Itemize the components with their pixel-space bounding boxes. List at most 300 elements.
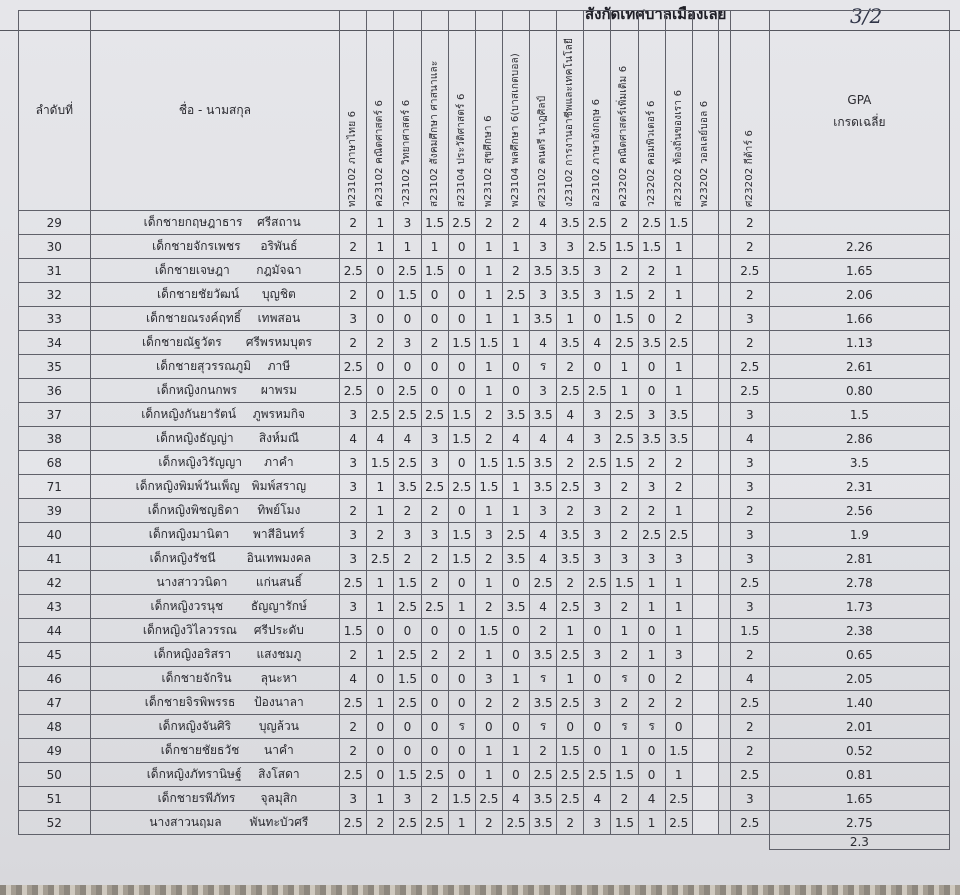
gpa-cell: 2.31 xyxy=(769,475,949,499)
student-last-name: ธัญญารักษ์ xyxy=(250,599,307,613)
student-name xyxy=(90,499,340,523)
subject-header: ศ23102 ดนตรี นาฏศิลป์ xyxy=(530,11,557,211)
grade-cell: 1 xyxy=(557,667,584,691)
grade-cell: 1.5 xyxy=(448,427,475,451)
grade-cell: 0 xyxy=(448,499,475,523)
grade-cell: 0 xyxy=(502,355,529,379)
grade-cell: 1.5 xyxy=(611,451,638,475)
student-number: 37 xyxy=(19,403,91,427)
grade-cell: 3 xyxy=(638,547,665,571)
grade-cell xyxy=(692,379,718,403)
grade-cell: 3 xyxy=(730,787,769,811)
table-row xyxy=(19,355,950,379)
grade-cell: 1.5 xyxy=(611,763,638,787)
student-name xyxy=(90,211,340,235)
grade-cell: 1 xyxy=(665,595,692,619)
grade-cell: 0 xyxy=(367,739,394,763)
grade-cell: 0 xyxy=(638,379,665,403)
student-number: 47 xyxy=(19,691,91,715)
grade-cell: 1.5 xyxy=(611,811,638,835)
subject-header: ว23102 วิทยาศาสตร์ 6 xyxy=(394,11,421,211)
gpa-cell: 2.3 xyxy=(769,835,949,850)
grade-cell: 2 xyxy=(475,403,502,427)
grade-cell: 2.5 xyxy=(584,211,611,235)
student-first-name: เด็กหญิงวรนุช xyxy=(150,599,224,613)
grade-cell: 2 xyxy=(421,643,448,667)
subject-header xyxy=(718,11,730,211)
grade-cell: 2 xyxy=(475,211,502,235)
grade-cell xyxy=(692,331,718,355)
gpa-cell: 1.5 xyxy=(769,403,949,427)
gpa-cell: 2.81 xyxy=(769,547,949,571)
table-row xyxy=(19,643,950,667)
grade-cell: 1 xyxy=(475,739,502,763)
grade-cell: 1 xyxy=(638,571,665,595)
gpa-cell: 1.9 xyxy=(769,523,949,547)
grade-cell: 4 xyxy=(367,427,394,451)
grade-cell: 0 xyxy=(421,739,448,763)
grade-cell: 2 xyxy=(730,283,769,307)
grade-cell: 2.5 xyxy=(421,811,448,835)
student-last-name: ภูพรหมกิจ xyxy=(252,407,306,421)
grade-cell: 3 xyxy=(730,403,769,427)
grade-cell: 2 xyxy=(340,283,367,307)
student-number: 48 xyxy=(19,715,91,739)
grade-cell: 2 xyxy=(421,331,448,355)
table-row xyxy=(19,451,950,475)
grade-cell: 3 xyxy=(340,595,367,619)
grade-cell xyxy=(718,643,730,667)
grade-cell: 2 xyxy=(475,427,502,451)
grade-cell: 2 xyxy=(665,667,692,691)
grade-cell: 1 xyxy=(502,307,529,331)
grade-cell: 3.5 xyxy=(557,283,584,307)
gpa-sub-label: เกรดเฉลี่ย xyxy=(833,114,886,129)
grade-cell: 2 xyxy=(730,211,769,235)
grade-cell: 3 xyxy=(340,547,367,571)
grade-cell: 0 xyxy=(448,283,475,307)
student-first-name: เด็กชายชัยวัฒน์ xyxy=(156,287,240,301)
grade-cell: 1.5 xyxy=(611,235,638,259)
grade-cell: 2 xyxy=(340,715,367,739)
grade-cell: 0 xyxy=(394,307,421,331)
grade-cell: 2 xyxy=(367,523,394,547)
grade-cell xyxy=(692,691,718,715)
grade-cell xyxy=(692,451,718,475)
grade-cell: 1 xyxy=(367,211,394,235)
grade-cell: 2.5 xyxy=(394,811,421,835)
grade-cell: 4 xyxy=(530,595,557,619)
grade-cell: 3 xyxy=(584,259,611,283)
grade-cell: ร xyxy=(611,715,638,739)
grade-cell: 2.5 xyxy=(557,643,584,667)
table-row xyxy=(19,667,950,691)
student-number: 35 xyxy=(19,355,91,379)
grade-cell: 4 xyxy=(530,427,557,451)
grade-cell: 2.5 xyxy=(584,379,611,403)
grade-cell: 1 xyxy=(448,811,475,835)
subject-header: ส23104 ประวัติศาสตร์ 6 xyxy=(448,11,475,211)
grade-cell: ร xyxy=(611,667,638,691)
grade-cell: 0 xyxy=(367,667,394,691)
grade-cell: 2 xyxy=(611,475,638,499)
grade-cell: 3 xyxy=(530,235,557,259)
grade-cell xyxy=(692,427,718,451)
subject-header: พ23104 พลศึกษา 6(บาสเกตบอล) xyxy=(502,11,529,211)
student-last-name: ภาคำ xyxy=(264,455,294,469)
grade-cell xyxy=(718,451,730,475)
student-name xyxy=(90,667,340,691)
grade-cell: 1 xyxy=(557,619,584,643)
grade-cell: 0 xyxy=(448,691,475,715)
student-last-name: พาสีอินทร์ xyxy=(253,527,305,541)
student-name xyxy=(90,259,340,283)
grade-cell: 1.5 xyxy=(421,259,448,283)
grade-cell: 2.5 xyxy=(584,451,611,475)
student-name xyxy=(90,307,340,331)
grade-cell: 2.5 xyxy=(730,571,769,595)
gpa-cell: 2.61 xyxy=(769,355,949,379)
grade-cell: 3 xyxy=(730,595,769,619)
grade-cell: 4 xyxy=(530,211,557,235)
grade-cell: 3 xyxy=(584,475,611,499)
grade-cell: 0 xyxy=(394,739,421,763)
grade-cell: 4 xyxy=(530,523,557,547)
grade-cell: 2 xyxy=(340,643,367,667)
student-number: 51 xyxy=(19,787,91,811)
student-number: 44 xyxy=(19,619,91,643)
student-first-name: เด็กชายณัฐวัตร xyxy=(141,335,222,349)
grade-cell xyxy=(692,715,718,739)
grade-cell: 4 xyxy=(730,427,769,451)
grade-cell: 3.5 xyxy=(557,259,584,283)
grade-cell: 1.5 xyxy=(394,283,421,307)
grade-cell: 1 xyxy=(665,619,692,643)
grade-cell: 2.5 xyxy=(611,331,638,355)
grade-cell: 3 xyxy=(340,475,367,499)
student-last-name: แสงชมภู xyxy=(256,647,302,661)
student-name xyxy=(90,403,340,427)
grade-cell xyxy=(692,403,718,427)
student-number: 30 xyxy=(19,235,91,259)
grade-cell: 1.5 xyxy=(448,331,475,355)
grade-cell xyxy=(718,811,730,835)
grade-cell: 2 xyxy=(557,499,584,523)
grade-cell: 2 xyxy=(611,259,638,283)
grade-cell xyxy=(718,379,730,403)
grade-cell: 0 xyxy=(394,619,421,643)
student-first-name: เด็กหญิงมานิตา xyxy=(148,527,230,541)
grade-cell: 1.5 xyxy=(475,331,502,355)
table-row xyxy=(19,835,950,850)
student-name xyxy=(90,331,340,355)
grade-cell xyxy=(718,523,730,547)
grade-cell: 3 xyxy=(475,667,502,691)
grade-cell: 2.5 xyxy=(394,379,421,403)
student-last-name: อริพันธ์ xyxy=(260,239,298,253)
student-name xyxy=(90,691,340,715)
gpa-cell: 1.65 xyxy=(769,259,949,283)
grade-cell xyxy=(718,595,730,619)
student-first-name: เด็กหญิงวิรัญญา xyxy=(158,455,242,469)
grade-cell: 1 xyxy=(665,235,692,259)
student-first-name: เด็กหญิงธัญญ่า xyxy=(155,431,234,445)
student-number: 68 xyxy=(19,451,91,475)
grade-cell: 1 xyxy=(421,235,448,259)
grade-cell: 2.5 xyxy=(448,475,475,499)
gpa-cell: 2.86 xyxy=(769,427,949,451)
student-last-name: สิงห์มณี xyxy=(258,431,299,445)
grade-cell: 1 xyxy=(394,235,421,259)
grade-cell: 2 xyxy=(421,571,448,595)
grade-cell: 0 xyxy=(448,355,475,379)
grade-cell: 2 xyxy=(367,811,394,835)
grade-cell: 1 xyxy=(611,355,638,379)
grade-cell: 2.5 xyxy=(502,811,529,835)
grade-cell: 1.5 xyxy=(611,283,638,307)
grade-cell xyxy=(718,307,730,331)
grade-cell: 3 xyxy=(530,283,557,307)
grade-cell: 3 xyxy=(421,451,448,475)
grade-cell: 2 xyxy=(611,643,638,667)
grade-cell xyxy=(692,811,718,835)
gpa-cell xyxy=(769,211,949,235)
gpa-cell: 0.80 xyxy=(769,379,949,403)
student-first-name: เด็กหญิงพิมพ์วันเพ็ญ xyxy=(135,479,240,493)
grade-cell: 2.5 xyxy=(665,787,692,811)
grade-cell: 3 xyxy=(394,787,421,811)
grade-cell: 2.5 xyxy=(367,547,394,571)
grade-cell: 2.5 xyxy=(367,403,394,427)
grade-cell: 4 xyxy=(502,787,529,811)
grade-cell: ร xyxy=(530,355,557,379)
grade-cell: 0 xyxy=(502,619,529,643)
table-row xyxy=(19,403,950,427)
student-number: 34 xyxy=(19,331,91,355)
gpa-cell: 2.78 xyxy=(769,571,949,595)
gpa-cell: 0.52 xyxy=(769,739,949,763)
student-name xyxy=(90,571,340,595)
student-name xyxy=(90,451,340,475)
grade-cell: 3 xyxy=(730,451,769,475)
table-row xyxy=(19,691,950,715)
grade-cell: 2.5 xyxy=(557,787,584,811)
student-first-name: เด็กหญิงจันศิริ xyxy=(158,719,232,733)
grade-cell: 2 xyxy=(394,499,421,523)
grade-cell: 2 xyxy=(730,715,769,739)
grade-cell: 2.5 xyxy=(730,355,769,379)
grade-cell: 1 xyxy=(475,235,502,259)
grade-cell: 2.5 xyxy=(611,427,638,451)
grade-cell xyxy=(692,763,718,787)
grade-cell: 1 xyxy=(502,499,529,523)
student-number: 41 xyxy=(19,547,91,571)
grade-cell: 1.5 xyxy=(421,211,448,235)
grade-cell: 3.5 xyxy=(530,787,557,811)
grade-cell: 3.5 xyxy=(638,331,665,355)
grade-cell xyxy=(692,571,718,595)
grade-cell: 1 xyxy=(502,475,529,499)
student-first-name: นางสาวนฤมล xyxy=(149,815,222,829)
gpa-cell: 0.65 xyxy=(769,643,949,667)
grade-cell: 3 xyxy=(584,811,611,835)
grade-cell: 3 xyxy=(394,211,421,235)
grade-cell: 2.5 xyxy=(584,571,611,595)
grade-cell: 3.5 xyxy=(530,811,557,835)
grade-cell: 3 xyxy=(421,523,448,547)
grade-cell: 3.5 xyxy=(394,475,421,499)
spacer-cell xyxy=(19,835,770,850)
grade-cell: 0 xyxy=(367,715,394,739)
grade-cell: 0 xyxy=(421,715,448,739)
student-first-name: เด็กชายเจษฎา xyxy=(154,263,230,277)
grade-cell: 1 xyxy=(475,355,502,379)
grade-cell: 3.5 xyxy=(665,403,692,427)
grade-cell: 0 xyxy=(638,619,665,643)
grade-cell: 2 xyxy=(475,811,502,835)
grade-cell: 0 xyxy=(448,259,475,283)
grade-cell: 1.5 xyxy=(394,763,421,787)
grade-cell: 2 xyxy=(638,283,665,307)
grade-cell: 3.5 xyxy=(502,403,529,427)
grade-cell xyxy=(692,475,718,499)
grade-cell: 2.5 xyxy=(665,811,692,835)
grade-cell xyxy=(692,499,718,523)
student-number: 36 xyxy=(19,379,91,403)
grade-cell: 3.5 xyxy=(665,427,692,451)
grade-cell: 3.5 xyxy=(557,331,584,355)
grade-cell: 3 xyxy=(584,427,611,451)
grade-cell: 0 xyxy=(448,739,475,763)
grade-cell: 1.5 xyxy=(475,451,502,475)
table-row xyxy=(19,715,950,739)
grade-cell: 1 xyxy=(367,475,394,499)
student-number: 38 xyxy=(19,427,91,451)
grade-cell: 0 xyxy=(421,379,448,403)
grade-cell: 1 xyxy=(502,235,529,259)
student-last-name: เทพสอน xyxy=(257,311,301,325)
grade-cell: 2.5 xyxy=(638,211,665,235)
subject-header: ค23102 คณิตศาสตร์ 6 xyxy=(367,11,394,211)
grade-cell: 4 xyxy=(730,667,769,691)
grade-cell xyxy=(692,547,718,571)
grade-cell: 0 xyxy=(584,715,611,739)
grade-cell: 2.5 xyxy=(394,259,421,283)
grade-cell: 2 xyxy=(421,787,448,811)
grade-cell xyxy=(692,619,718,643)
subject-header: พ23202 วอลเลย์บอล 6 xyxy=(692,11,718,211)
grade-cell: 1.5 xyxy=(730,619,769,643)
grade-cell xyxy=(692,787,718,811)
student-number: 45 xyxy=(19,643,91,667)
grade-cell: 1.5 xyxy=(502,451,529,475)
gpa-cell: 2.06 xyxy=(769,283,949,307)
grade-cell: 1 xyxy=(448,595,475,619)
student-first-name: เด็กหญิงภัทรานิษฐ์ xyxy=(146,767,242,781)
grade-cell: 4 xyxy=(638,787,665,811)
grade-cell: 2 xyxy=(730,499,769,523)
subject-header: ค23202 คณิตศาสตร์เพิ่มเติม 6 xyxy=(611,11,638,211)
grade-cell: 2.5 xyxy=(340,763,367,787)
grade-cell: 1 xyxy=(475,379,502,403)
table-row xyxy=(19,211,950,235)
grade-cell: 1.5 xyxy=(557,739,584,763)
grade-cell: ร xyxy=(448,715,475,739)
gpa-cell: 1.66 xyxy=(769,307,949,331)
grade-cell: 1 xyxy=(665,259,692,283)
grade-cell: 1 xyxy=(367,595,394,619)
student-first-name: เด็กหญิงกันยารัตน์ xyxy=(141,407,237,421)
grade-cell xyxy=(692,235,718,259)
grade-cell: 2.5 xyxy=(557,595,584,619)
table-row xyxy=(19,595,950,619)
grade-cell xyxy=(718,475,730,499)
grade-cell: 2 xyxy=(475,595,502,619)
grade-cell: 1.5 xyxy=(475,619,502,643)
grade-cell: 2.5 xyxy=(557,379,584,403)
grade-cell: 0 xyxy=(394,715,421,739)
grade-cell: 3 xyxy=(475,523,502,547)
grade-cell: 3.5 xyxy=(530,451,557,475)
grade-cell: 2.5 xyxy=(394,691,421,715)
student-name xyxy=(90,547,340,571)
grade-cell: 0 xyxy=(584,667,611,691)
student-number: 71 xyxy=(19,475,91,499)
student-first-name: เด็กหญิงรัชนี xyxy=(149,551,216,565)
table-row xyxy=(19,619,950,643)
grade-cell: 2.5 xyxy=(475,787,502,811)
table-row xyxy=(19,379,950,403)
grade-cell: 2.5 xyxy=(394,403,421,427)
grade-cell: 1 xyxy=(502,331,529,355)
grade-cell: 2.5 xyxy=(394,451,421,475)
grade-cell: 3.5 xyxy=(530,403,557,427)
grade-cell: 2 xyxy=(475,547,502,571)
student-number: 43 xyxy=(19,595,91,619)
grade-cell: 2 xyxy=(340,211,367,235)
grade-cell: 2 xyxy=(611,595,638,619)
grade-cell: 3 xyxy=(584,691,611,715)
grade-cell: 0 xyxy=(367,763,394,787)
student-number: 46 xyxy=(19,667,91,691)
subject-header: ส23202 ท้องถิ่นของเรา 6 xyxy=(665,11,692,211)
grade-cell: 2.5 xyxy=(421,403,448,427)
grade-cell: 2 xyxy=(730,235,769,259)
student-last-name: สิงโสดา xyxy=(258,767,300,781)
student-name xyxy=(90,787,340,811)
grade-cell: 3.5 xyxy=(530,691,557,715)
grade-cell: 2.5 xyxy=(340,379,367,403)
gpa-cell: 1.73 xyxy=(769,595,949,619)
student-name xyxy=(90,739,340,763)
grade-cell: 2.5 xyxy=(557,691,584,715)
grade-cell: 1.5 xyxy=(448,787,475,811)
grade-cell: 2 xyxy=(502,259,529,283)
grade-cell: 2 xyxy=(611,523,638,547)
grade-cell: 3.5 xyxy=(638,427,665,451)
grade-cell: 3.5 xyxy=(530,307,557,331)
grade-cell: 1.5 xyxy=(394,571,421,595)
student-name xyxy=(90,811,340,835)
grade-cell: 3.5 xyxy=(502,547,529,571)
student-name xyxy=(90,619,340,643)
grade-cell: 1 xyxy=(665,571,692,595)
grade-cell xyxy=(718,427,730,451)
grade-cell: 1 xyxy=(475,259,502,283)
student-name xyxy=(90,643,340,667)
gpa-cell: 0.81 xyxy=(769,763,949,787)
grade-cell: 3.5 xyxy=(530,643,557,667)
